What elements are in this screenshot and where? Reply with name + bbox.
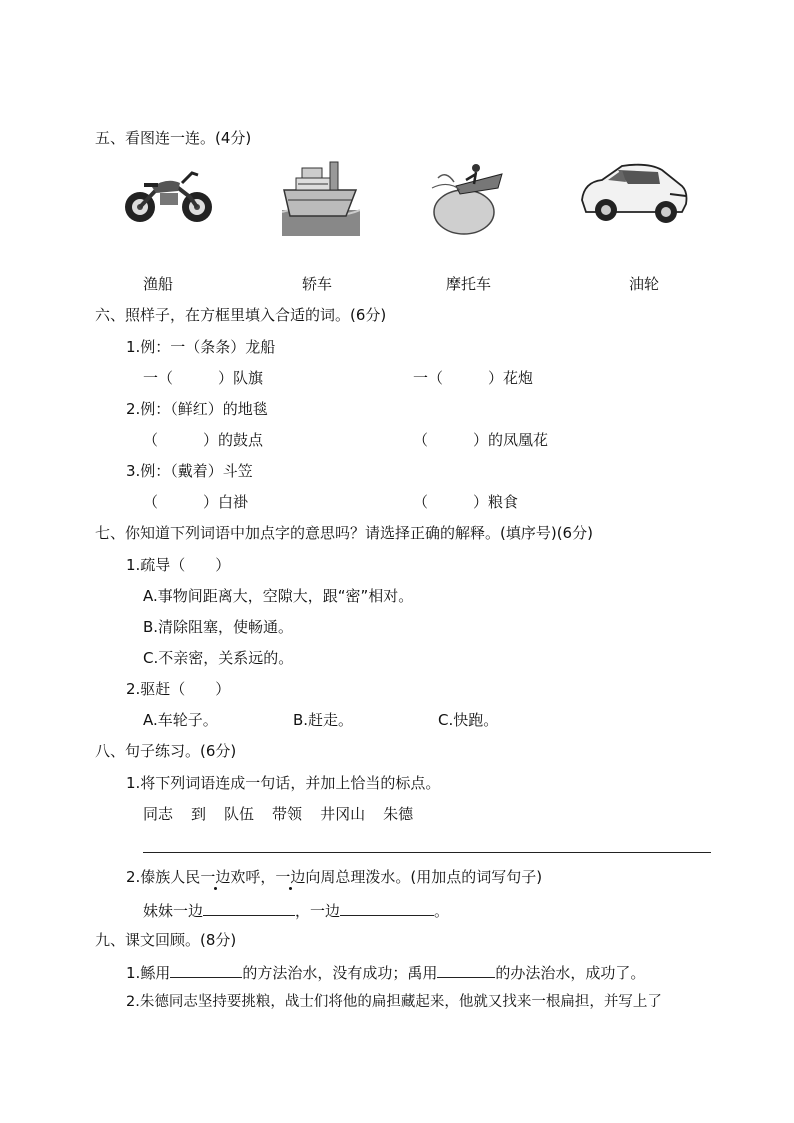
option-7-1b: B.清除阻塞，使畅通。 [143, 618, 294, 636]
question-7-1: 1.疏导（ ） [126, 556, 231, 574]
motorcycle-icon [122, 167, 216, 227]
dotted-word: 一边 [275, 868, 306, 886]
section-9-heading: 九、课文回顾。(8分) [95, 931, 237, 949]
option-7-2a: A.车轮子。 [143, 711, 218, 729]
word-item: 到 [191, 805, 207, 823]
fill-text: 妹妹一边 [143, 902, 204, 920]
q1-text: 的方法治水，没有成功；禹用 [242, 964, 438, 982]
word-item: 朱德 [383, 805, 414, 823]
fishing-boat-icon [430, 160, 506, 236]
option-7-2b: B.赶走。 [293, 711, 354, 729]
section-5-heading: 五、看图连一连。(4分) [95, 129, 252, 147]
question-7-2: 2.驱赶（ ） [126, 680, 231, 698]
blank-2[interactable] [340, 899, 434, 916]
q2-text: 2.傣族人民 [126, 868, 201, 886]
word-item: 井冈山 [320, 805, 366, 823]
blank-1[interactable] [203, 899, 295, 916]
dotted-word: 一边 [200, 868, 231, 886]
q1-text: 的办法治水，成功了。 [495, 964, 646, 982]
question-9-1 [126, 961, 645, 983]
q1-text: 1.鲧用 [126, 964, 171, 982]
word-item: 队伍 [224, 805, 255, 823]
section-7-heading: 七、你知道下列词语中加点字的意思吗？请选择正确的解释。(填序号)(6分) [95, 524, 593, 542]
fill-1a: 一（ ）队旗 [143, 369, 264, 387]
option-7-2c: C.快跑。 [438, 711, 499, 729]
word-fishing-boat: 渔船 [143, 275, 174, 293]
option-7-1c: C.不亲密，关系远的。 [143, 649, 294, 667]
sentence-fill [143, 899, 449, 921]
word-item: 同志 [143, 805, 174, 823]
question-9-2: 2.朱德同志坚持要挑粮，战士们将他的扁担藏起来，他就又找来一根扁担，并写上了 [126, 994, 662, 1010]
fill-2b: （ ）的凤凰花 [413, 431, 549, 449]
car-icon [578, 160, 690, 230]
question-8-1: 1.将下列词语连成一句话，并加上恰当的标点。 [126, 774, 441, 792]
example-3: 3.例：（戴着）斗笠 [126, 462, 253, 480]
fill-3b: （ ）粮食 [413, 493, 519, 511]
section-6-heading: 六、照样子，在方框里填入合适的词。(6分) [95, 306, 387, 324]
fill-3a: （ ）白褂 [143, 493, 249, 511]
answer-line[interactable] [143, 852, 711, 853]
word-oil-tanker: 油轮 [629, 275, 660, 293]
fill-text: 。 [434, 902, 450, 920]
fill-2a: （ ）的鼓点 [143, 431, 264, 449]
word-list [143, 804, 413, 824]
q2-text: 向周总理泼水。(用加点的词写句子) [305, 868, 543, 886]
blank-method-2[interactable] [437, 961, 495, 978]
fill-text: ，一边 [295, 902, 341, 920]
word-sedan: 轿车 [302, 275, 333, 293]
word-item: 带领 [272, 805, 303, 823]
example-2: 2.例：（鲜红）的地毯 [126, 400, 268, 418]
word-motorcycle: 摩托车 [446, 275, 492, 293]
q2-text: 欢呼， [230, 868, 276, 886]
section-8-heading: 八、句子练习。(6分) [95, 742, 237, 760]
fill-1b: 一（ ）花炮 [413, 369, 534, 387]
ship-icon [282, 160, 360, 236]
blank-method-1[interactable] [170, 961, 242, 978]
option-7-1a: A.事物间距离大，空隙大，跟“密”相对。 [143, 587, 414, 605]
example-1: 1.例：一（条条）龙船 [126, 338, 276, 356]
question-8-2 [126, 867, 542, 887]
